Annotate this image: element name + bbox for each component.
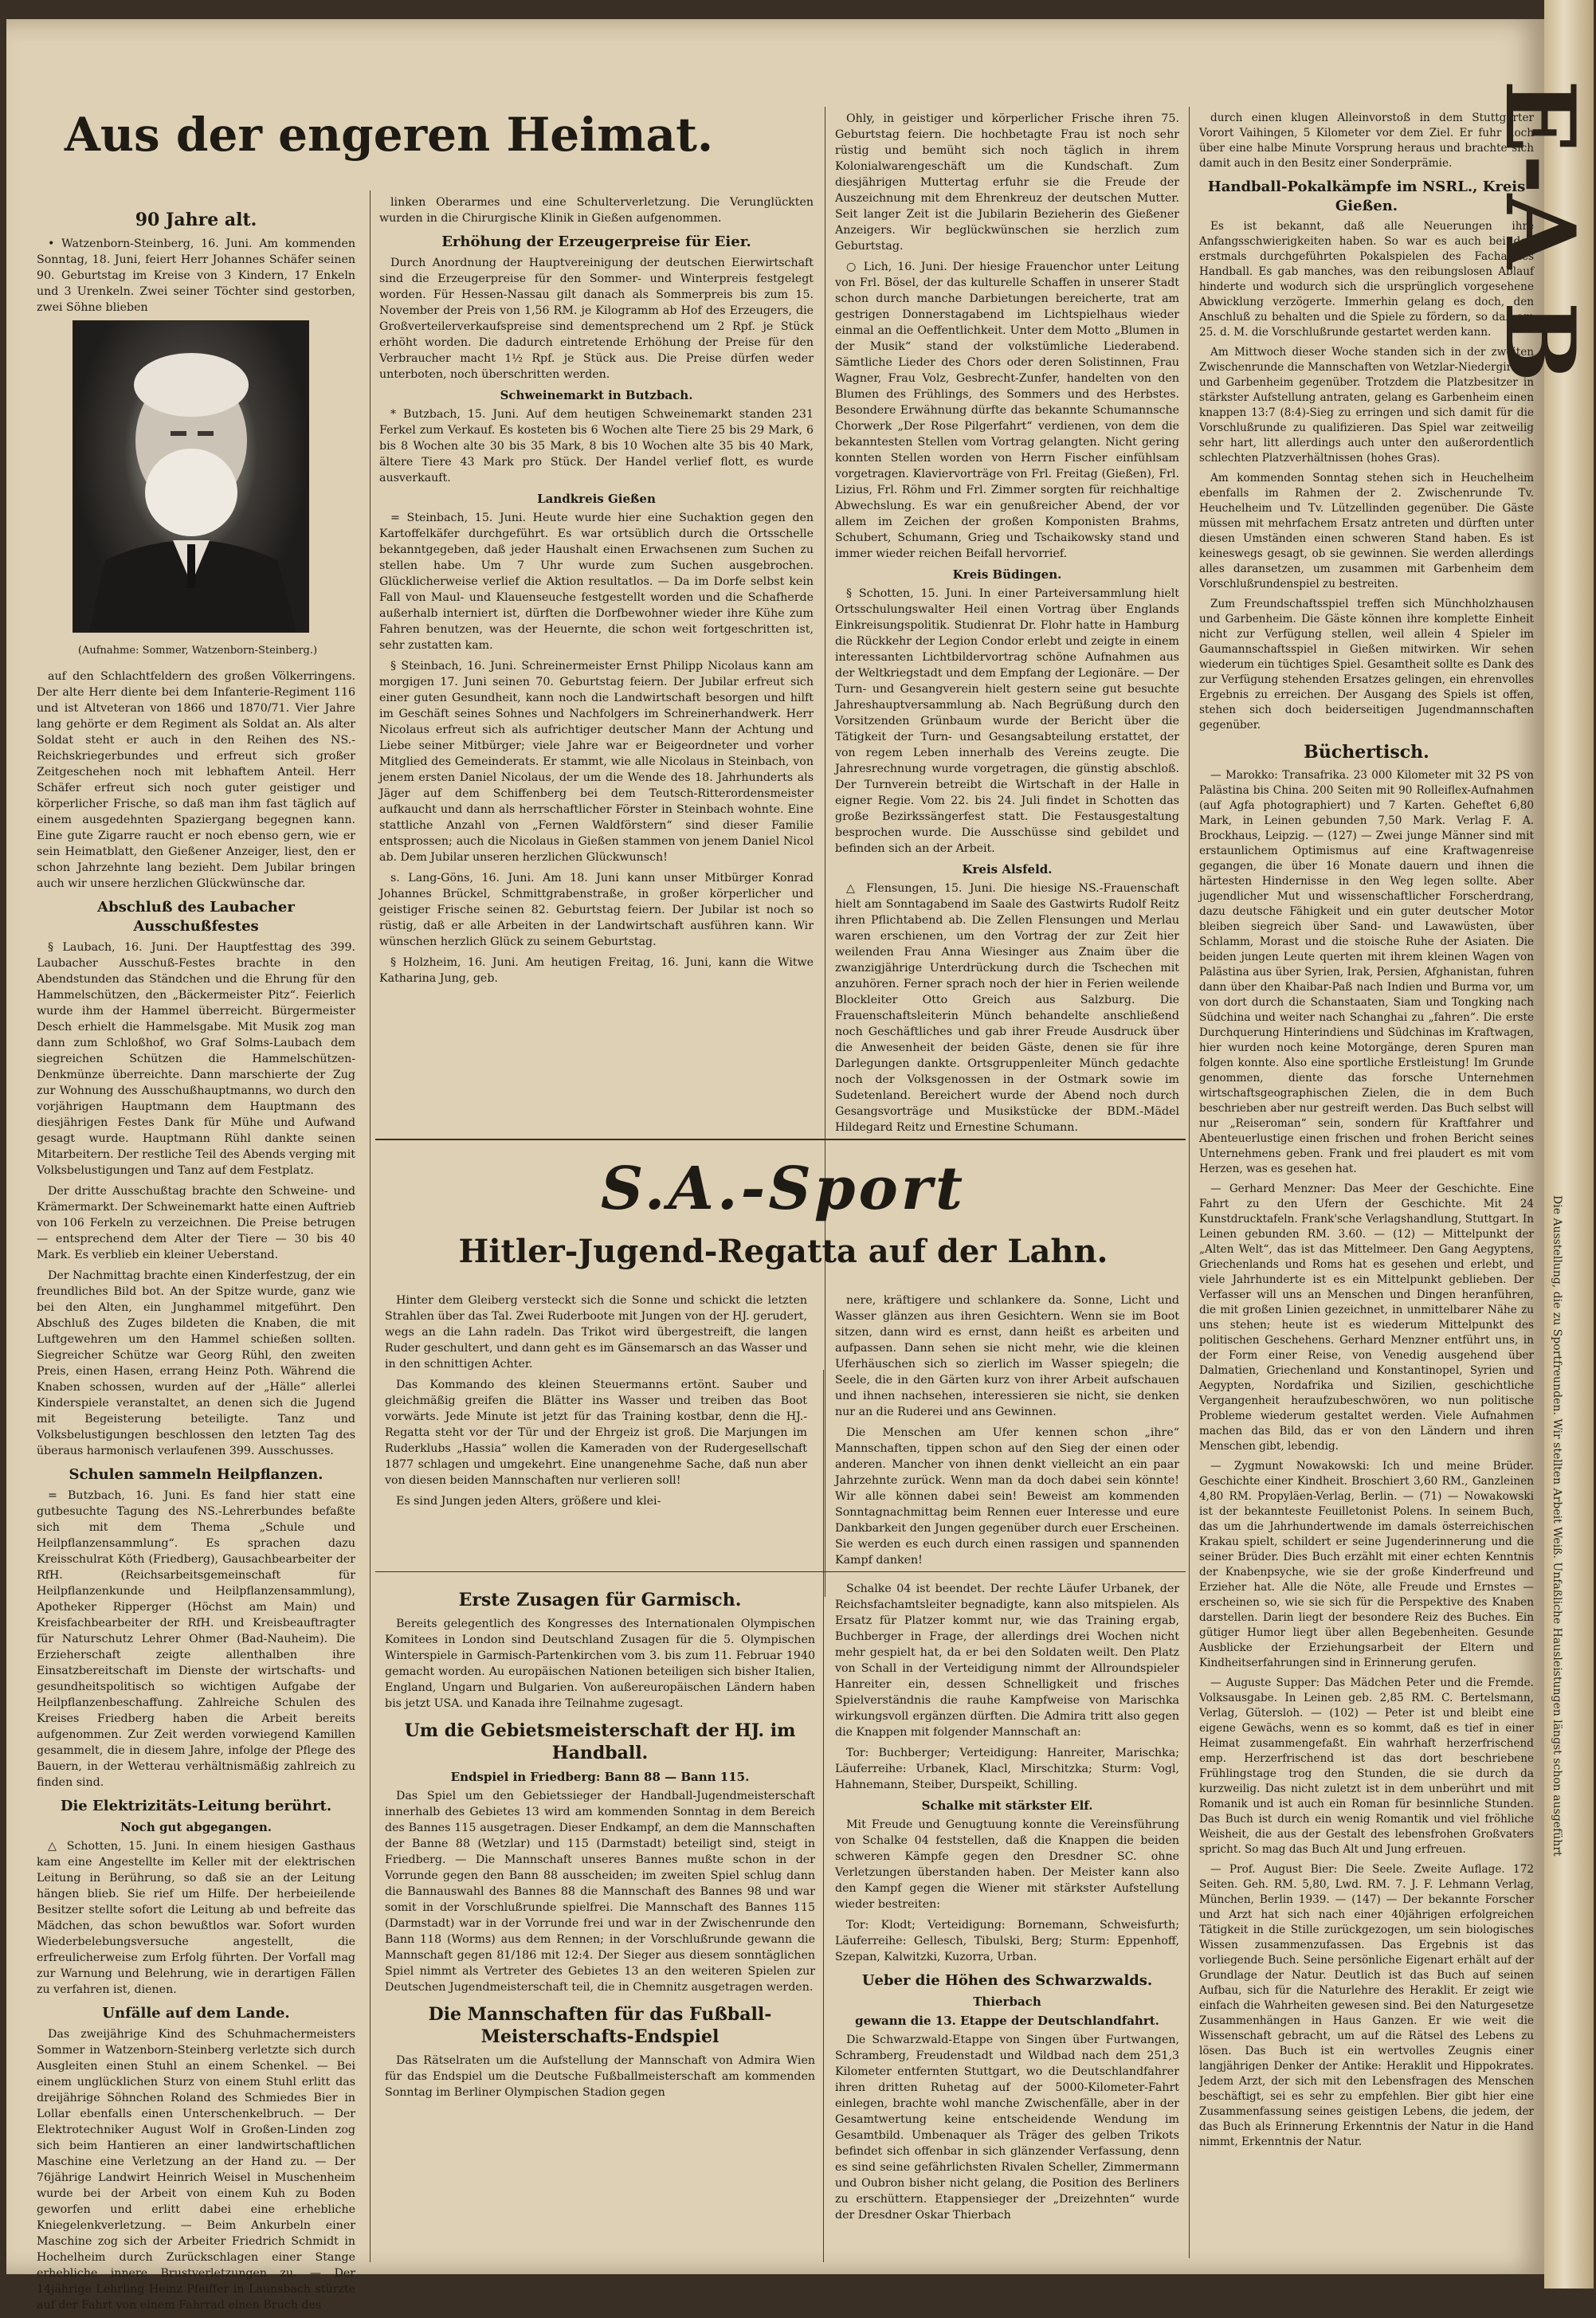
article-text: Mit Freude und Genugtuung konnte die Vereinsführung von Schalke 04 feststellen, daß die Knappen die beiden schweren Kämpfe gegen den Dresdner SC. ohne Verletzungen überstanden haben. Der Meister kann also den Kampf gegen die Wiener mit stärkster Aufstellung wieder bestreiten: bbox=[835, 1818, 1179, 1911]
article-heading: Handball-Pokalkämpfe im NSRL., Kreis Gießen. bbox=[1207, 178, 1526, 214]
article-text: Am Mittwoch dieser Woche standen sich in der zweiten Zwischenrunde die Mannschaften von Wetzlar-Niedergirmes und Garbenheim gegenüber. Trotzdem die Platzbesitzer in stärkster Aufstellung antraten, gelang es Garbenheim einen knappen 13:7 (8:4)-Sieg zu erringen und sich damit für die Vorschlußrunde zu qualifizieren. Das Spiel war zeitweilig sehr hart, litt allerdings auch unter den außerordentlich schlechten Platzverhältnissen (hohes Gras). bbox=[1199, 346, 1534, 465]
article-text: Bereits gelegentlich des Kongresses des Internationalen Olympischen Komitees in London sind Deutschland Zusagen für die 5. Olympischen Winterspiele in Garmisch-Partenkirchen vom 3. bis zum 11. Februar 1940 gemacht worden. Au europäischen Nationen beteiligen sich bisher Italien, England, Ungarn und Bulgarien. Von außereuropäischen Ländern haben bis jetzt USA. und Kanada ihre Teilnahme zugesagt. bbox=[385, 1618, 815, 1710]
column-rule-1 bbox=[370, 190, 371, 2262]
newspaper-page bbox=[6, 19, 1544, 2312]
article-text: Das Kommando des kleinen Steuermanns ertönt. Sauber und gleichmäßig greifen die Blätter ins Wasser und treiben das Boot vorwärts. Jede Minute ist jetzt für das Training kostbar, denn die HJ.-Regatta steht vor der Tür und der Ehrgeiz ist groß. Die Marjungen im Ruderklubs „Hassia“ wollen die Kameraden von der Rudergesellschaft 1877 schlagen und umgekehrt. Eine unangenehme Sache, daß nun aber von diesen beiden Mannschaften nur verlieren soll! bbox=[385, 1379, 807, 1487]
article-text: * Butzbach, 15. Juni. Auf dem heutigen Schweinemarkt standen 231 Ferkel zum Verkauf. Es kosteten bis 6 Wochen alte Tiere 25 bis 29 Mark, 6 bis 8 Wochen alte 30 bis 35 Mark, 8 bis 10 Wochen alte 35 bis 40 Mark, ältere Tiere 43 Mark pro Stück. Der Handel verlief flott, es wurde ausverkauft. bbox=[379, 408, 814, 484]
adjacent-page-edge bbox=[1544, 0, 1594, 2289]
article-heading: Die Mannschaften für das Fußball-Meisterschafts-Endspiel bbox=[428, 2004, 772, 2047]
article-text: = Steinbach, 15. Juni. Heute wurde hier eine Suchaktion gegen den Kartoffelkäfer durchgeführt. Es war ortsüblich durch die Ortsschelle bekanntgegeben, daß jeder Haushalt einen Erwachsenen zum Suchen zu stellen habe. Um 7 Uhr wurde zum Suchen ausgebrochen. Glücklicherweise verlief die Aktion resultatlos. — Da im Dorfe selbst kein Fall von Maul- und Klauenseuche festgestellt worden und die Schafherde außerhalb interniert ist, dürften die Dorfbewohner wieder ihre Kühe zum Fahren benutzen, was der Heuernte, die schon weit fortgeschritten ist, sehr zustatten kam. bbox=[379, 512, 814, 652]
book-review: — Gerhard Menzner: Das Meer der Geschichte. Eine Fahrt zu den Ufern der Geschichte. Mit 24 Kunstdrucktafeln. Frank'sche Verlagshandlung, Stuttgart. In Leinen gebunden RM. 3.60. — (12) — Mittelpunkt der „Alten Welt“, das ist das Mittelmeer. Den Gang Aegyptens, Griechenlands und Roms hat es gesehen und erlebt, und viele Jahrhunderte ist es ein Mittelpunkt geblieben. Der Verfasser will uns an Menschen und Dingen heranführen, die mit großen Linien gezeichnet, in unmittelbarer Nähe zu uns stehen; heute ist es wiederum Mittelpunkt des politischen Geschehens. Gerhard Menzner entführt uns, in der Form einer Reise, von Venedig ausgehend über Dalmatien, Griechenland und Konstantinopel, Syrien und Aegypten, Nordafrika und Sizilien, geschichtliche Vergangenheit heraufzubeschwören, wo nun politische Probleme wiederum gestaltet werden. Viele Aufnahmen machen das Bild, das er von den Ländern und ihren Menschen gibt, lebendig. bbox=[1199, 1183, 1534, 1453]
article-text: Hinter dem Gleiberg versteckt sich die Sonne und schickt die letzten Strahlen über das Tal. Zwei Ruderboote mit Jungen von der HJ. gerudert, wegs an die Lahn radeln. Das Trikot wird übergestreift, die langen Ruder geschultert, und dann geht es im Gänsemarsch an das Wasser und in den schnittigen Achter. bbox=[385, 1294, 807, 1371]
article-text: Es sind Jungen jeden Alters, größere und klei- bbox=[396, 1495, 661, 1508]
article-heading: Unfälle auf dem Lande. bbox=[102, 2005, 290, 2022]
article-text: Am kommenden Sonntag stehen sich in Heuchelheim ebenfalls im Rahmen der 2. Zwischenrunde Tv. Heuchelheim und Tv. Lützellinden gegenüber. Die Gäste müssen mit mehrfachem Ersatz antreten und dürften unter diesen Umständen einen schweren Stand haben. Es ist keineswegs gesagt, ob sie gewinnen. Sie werden allerdings alles daransetzen, um zusammen mit Garbenheim dem Vorschlußrundenspiel zu bestreiten. bbox=[1199, 472, 1534, 590]
sport-headline: Hitler-Jugend-Regatta auf der Lahn. bbox=[458, 1233, 1108, 1270]
column-1-top bbox=[37, 201, 355, 320]
article-text: △ Flensungen, 15. Juni. Die hiesige NS.-Frauenschaft hielt am Sonntagabend im Saale des Gastwirts Rudolf Reitz ihren Pflichtabend ab. Die Zellen Flensungen und Merlau waren erschienen, um den Vortrag der zur Zeit hier weilenden Frau Anna Wiesinger aus Znaim über die zwanzigjährige Unterdrückung durch die Tschechen mit anzuhören. Ferner sprach noch der hier in Ferien weilende Blockleiter Otto Greich aus Salzburg. Die Frauenschaftsleiterin Münch behandelte anschließend noch Geschäftliches und gab ihrer Freude Ausdruck über die Anwesenheit der beiden Gäste, denen sie für ihre Darlegungen dankte. Ortsgruppenleiter Münch gedachte noch der Volksgenossen in der Ostmark sowie im Sudetenland. Bereichert wurde der Abend noch durch Gesangsvorträge und Musikstücke der BDM.-Mädel Hildegard Reitz und Ernestine Schumann. bbox=[835, 882, 1179, 1134]
article-heading: 90 Jahre alt. bbox=[135, 210, 257, 230]
lineup: Tor: Klodt; Verteidigung: Bornemann, Schweisfurth; Läuferreihe: Gellesch, Tibulski, Berg; Sturm: Eppenhoff, Szepan, Kalwitzki, Kuzorra, Urban. bbox=[835, 1919, 1179, 1963]
article-text: • Watzenborn-Steinberg, 16. Juni. Am kommenden Sonntag, 18. Juni, feiert Herr Johannes Schäfer seinen 90. Geburtstag im Kreise von 3 Kindern, 17 Enkeln und 3 Urenkeln. Zwei seiner Töchter sind gestorben, zwei Söhne blieben bbox=[37, 237, 355, 314]
sport-regatta-right bbox=[835, 1292, 1179, 1573]
article-text: durch einen klugen Alleinvorstoß in dem Stuttgarter Vorort Vaihingen, 5 Kilometer vor dem Ziel. Er fuhr noch über eine halbe Minute Vorsprung heraus und brachte sich damit auch in den Besitz einer Sonderprämie. bbox=[1199, 112, 1534, 170]
article-heading: Schweinemarkt in Butzbach. bbox=[500, 388, 693, 402]
column-3 bbox=[835, 111, 1179, 1140]
article-heading: Erhöhung der Erzeugerpreise für Eier. bbox=[441, 233, 751, 250]
book-review: — Auguste Supper: Das Mädchen Peter und die Fremde. Volksausgabe. In Leinen geb. 2,85 RM. C. Bertelsmann, Verlag, Gütersloh. — (102) — Peter ist und bleibt eine eigene Gewächs, wenn es so kommt, daß es tief in einer Heimat zusammengefaßt. Ein wahrhaft herzerfrischend emp. Herzerfrischend ist das dort beschriebene Frühlingstage trog den Stunden, die sie durch da kurzweilig. Das nicht zuletzt ist in dem unberührt und mit Romanik und ist auch ein Roman für besinnliche Stunden. Das Buch ist durch ein wenig Romantik und viel fröhliche Weisheit, die aus der Gestalt des lebensfrohen Großvaters spricht. So mag das Buch Alt und Jung erfreuen. bbox=[1199, 1677, 1534, 1856]
article-text: Zum Freundschaftsspiel treffen sich Münchholzhausen und Garbenheim. Die Gäste können ihre komplette Einheit nicht zur Verfügung stellen, weil allein 4 Spieler im Gaumannschaftsspiel in Gießen mitwirken. Wir sehen wiederum ein tüchtiges Spiel. Gesamtheit sollte es Dank des zur Verfügung stehenden Ersatzes gelingen, ein ehrenvolles Ergebnis zu erreichen. Der Ausgang des Spiels ist offen, stehen sich doch beiderseitigen Jugendmannschaften gegenüber. bbox=[1199, 598, 1534, 731]
article-heading: Erste Zusagen für Garmisch. bbox=[458, 1590, 742, 1610]
sport-title: S.A.-Sport bbox=[600, 1155, 967, 1223]
column-rule-sport-1 bbox=[823, 1370, 824, 2262]
portrait-photo bbox=[73, 320, 309, 633]
article-text: Der dritte Ausschußtag brachte den Schweine- und Krämermarkt. Der Schweinemarkt hatte einen Auftrieb von 106 Ferkeln zu verzeichnen. Die Preise betrugen — entsprechend dem Alter der Tiere — 30 bis 40 Mark. Es verblieb ein kleiner Ueberstand. bbox=[37, 1185, 355, 1261]
region-heading: Kreis Büdingen. bbox=[952, 567, 1062, 582]
article-subheading: Endspiel in Friedberg: Bann 88 — Bann 115. bbox=[450, 1770, 750, 1784]
book-review: — Prof. August Bier: Die Seele. Zweite Auflage. 172 Seiten. Geh. RM. 5,80, Lwd. RM. 7. J. F. Lehmann Verlag, München, Berlin 1939. — (147) — Der bekannte Forscher und Arzt hat sich nach einer 40jährigen erfolgreichen Tätigkeit in die Stille zurückgezogen, um sein biologisches Wissen zusammenzufassen. Das Ergebnis ist das vorliegende Buch. Seine persönliche Eigenart erhält auf der Grundlage der Natur. Deutlich ist das Buch auf seinen Aufbau, sich für die Naturlehre des Heraklit. Er zeigt wie einfach die Wahrheiten gewesen sind. Bei den Naturgesetze Zusammenhängen in Haus Ganzen. Er wie weit die Wissenschaft gebracht, um auf die Rätsel des Lebens zu lösen. Das Buch ist ein wertvolles Zeugnis einer langjährigen Denker der Antike: Heraklit und Hippokrates. Jedem Arzt, der sich mit den Lebensfragen des Menschen beschäftigt, sei es sehr zu empfehlen. Bier gibt hier eine Zusammenfassung seines geistigen Lebens, die jedem, der das Buch als Erinnerung Erkenntnis der Natur in die Hand nimmt, Erkenntnis der Natur. bbox=[1199, 1863, 1534, 2148]
article-heading: Schalke mit stärkster Elf. bbox=[921, 1798, 1093, 1813]
region-heading: Kreis Alsfeld. bbox=[962, 862, 1053, 877]
article-subheading: Thierbach bbox=[973, 1994, 1041, 2009]
article-text: Die Schwarzwald-Etappe von Singen über Furtwangen, Schramberg, Freudenstadt und Wildbad nach dem 251,3 Kilometer entfernten Stuttgart, wo die Deutschlandfahrer ihren dritten Ruhetag auf der 5000-Kilometer-Fahrt einlegen, brachte wohl manche Zwischenfälle, aber in der Gesamtwertung keine entscheidende Wendung im Gesamtbild. Umbenaquer als Träger des gelben Trikots befindet sich offenbar in sich glänzender Verfassung, denn es sind seine gefährlichsten Rivalen Scheller, Zimmermann und Oubron bisher nicht gelang, die Position des Berliners zu erschüttern. Etappensieger der „Dreizehnten“ wurde der Dresdner Oskar Thierbach bbox=[835, 2034, 1179, 2222]
article-text: Es ist bekannt, daß alle Neuerungen ihre Anfangsschwierigkeiten haben. So war es auch bei den erstmals durchgeführten Pokalspielen des Fachamtes Handball. Es gab manches, was den reibungslosen Ablauf hinderte und wodurch sich die ursprünglich vorgesehene Abwicklung verzögerte. Immerhin gelang es doch, den Anschluß zu behalten und die Spiele zu fördern, so daß am 25. d. M. die Vorschlußrunde gestartet werden kann. bbox=[1199, 220, 1534, 339]
article-text: Die Menschen am Ufer kennen schon „ihre“ Mannschaften, tippen schon auf den Sieg der einen oder anderen. Mancher von ihnen denkt vielleicht an ein paar Jahrzehnte zurück. Wenn man da doch dabei sein könnte! Wir alle können dabei sein! Beweist am kommenden Sonntagnachmittag beim Rennen euer Interesse und eure Dankbarkeit den Jungen gegenüber durch euer Erscheinen. Sie werden es euch durch einen rassigen und spannenden Kampf danken! bbox=[835, 1426, 1179, 1567]
column-4 bbox=[1199, 111, 1534, 2155]
article-text: Das Rätselraten um die Aufstellung der Mannschaft von Admira Wien für das Endspiel um die Deutsche Fußballmeisterschaft am kommenden Sonntag im Berliner Olympischen Stadion gegen bbox=[385, 2054, 815, 2099]
column-rule-3 bbox=[1189, 107, 1190, 2258]
article-subheading: Noch gut abgegangen. bbox=[120, 1820, 273, 1834]
article-heading: Schulen sammeln Heilpflanzen. bbox=[69, 1466, 324, 1483]
article-text: § Laubach, 16. Juni. Der Hauptfesttag des 399. Laubacher Ausschuß-Festes brachte in den Abendstunden das Ständchen und die Ehrung für den Hammelschützen, den „Bäckermeister Pitz“. Feierlich wurde ihm der Hammel überreicht. Bürgermeister Desch erhielt die Hammelsgabe. Mit Musik zog man dann zum Schloßhof, wo Graf Solms-Laubach dem siegreichen Schützen die Hammelschützen-Denkmünze überreichte. Dann marschierte der Zug zur Wohnung des Ausschußhauptmanns, wo durch den vorjährigen Hauptmann dem Hauptmann des diesjährigen Festes Dank für Mühe und Aufwand gesagt wurde. Hauptmann Rühl dankte seinen Mitarbeitern. Der restliche Teil des Abends verging mit Volksbelustigungen und Tanz auf dem Festplatz. bbox=[37, 941, 355, 1177]
region-heading: Landkreis Gießen bbox=[537, 492, 656, 506]
adjacent-page-text: Die Ausstellung, die zu Sportfreunden. Wir stellten Arbeit Weiß. Unfaßliche Hausleistungen längst schon ausgeführt bbox=[1551, 1195, 1563, 1857]
article-text: Der Nachmittag brachte einen Kinderfestzug, der ein freundliches Bild bot. An der Spitze wurde, ganz wie bei den Alten, ein Junghammel mitgeführt. Den Abschluß des Zuges bildeten die Knaben, die mit Luftgewehren um den Hammel schießen sollten. Siegreicher Schütze war Georg Rühl, den zweiten Preis, einen Hasen, errang Heinz Poth. Während die Knaben schossen, wurden auf der „Hälle“ allerlei Kinderspiele veranstaltet, an denen sich die Jugend mit Begeisterung beteiligte. Tanz und Volksbelustigungen beschlossen den letzten Tag des überaus harmonisch verlaufenen 399. Ausschusses. bbox=[37, 1269, 355, 1457]
column-2 bbox=[379, 194, 814, 991]
article-text: nere, kräftigere und schlankere da. Sonne, Licht und Wasser glänzen aus ihren Gesichtern. Wenn sie im Boot sitzen, dann wird es ernst, dann heißt es arbeiten und aufpassen. Dann sehen sie nicht mehr, wie die kleinen Uferhäuschen sich so zierlich im Wasser spiegeln; die Seele, die in den Gärten kurz von ihrer Arbeit aufschauen und ihnen nachsehen, interessieren sie nicht, sie denken nur an die Ruderei und ans Gewinnen. bbox=[835, 1294, 1179, 1418]
section-title: Aus der engeren Heimat. bbox=[64, 108, 714, 162]
book-review: — Marokko: Transafrika. 23 000 Kilometer mit 32 PS von Palästina bis China. 200 Seiten mit 90 Rolleiflex-Aufnahmen (auf Agfa photographiert) und 7 Karten. Geheftet 6,80 Mark, in Leinen gebunden 7,50 Mark. Verlag F. A. Brockhaus, Leipzig. — (127) — Zwei junge Männer sind mit erstaunlichem Optimismus auf eine Kraftwagenreise gegangen, die über 16 Monate dauern und ihnen die härtesten Hindernisse in den Weg legen sollte. Aber jugendlicher Mut und wissenschaftlicher Forscherdrang, dazu deutsche Fähigkeit und ein guter deutscher Motor bleiben siegreich über Sand- und Lawawüsten, über Schlamm, Morast und die stoische Ruhe der Asiaten. Die beiden jungen Leute querten mit ihrem kleinen Wagen von Palästina aus über Syrien, Irak, Persien, Afghanistan, fuhren dann über den Khaibar-Paß nach Indien und Burma vor, um von dort durch die Schanstaaten, Siam und Tongking nach Südchina und weiter nach Schanghai zu „fahren“. Die erste Durchquerung Hinterindiens und Südchinas im Kraftwagen, hier wurden noch keine Motorgänge, deren Spuren man folgen konnte. Also eine sportliche Erstleistung! Im Grunde genommen, diente das forsche Unternehmen wirtschaftsgeographischen Zielen, die in dem Buch beschrieben aber nur gestreift werden. Das Buch selbst will nur „Reiseroman“ sein, sondern für Kraftfahrer und Abenteuerlustige einen frischen und frohen Bericht seines Unternehmens geben. Frank und frei plaudert es mit vom Herzen, was es gesehen hat. bbox=[1199, 769, 1534, 1175]
article-heading: Die Elektrizitäts-Leitung berührt. bbox=[60, 1798, 332, 1814]
book-review: — Zygmunt Nowakowski: Ich und meine Brüder. Geschichte einer Kindheit. Broschiert 3,60 RM., Ganzleinen 4,80 RM. Propyläen-Verlag, Berlin. — (71) — Nowakowski ist der bekannteste Feuilletonist Polens. In seinem Buch, das um die Jahrhundertwende im damals österreichischen Krakau spielt, schildert er seine Jugenderinnerung und die seiner Brüder. Dies Buch erzählt mit einer echten Kenntnis der Knabenpsyche, wie sie der große Kinderfreund und Erzieher hat. Alle die Nöte, alle Freude und Ernstes — erscheinen so, wie sie sich für die Perspektive des Knaben darstellen. Darin liegt der besondere Reiz des Buches. Ein gütiger Humor liegt über allen Begebenheiten. Gesunde Ausblicke der Erziehungsarbeit der Eltern und Kindheitserfahrungen sind in Erinnerung gerufen. bbox=[1199, 1460, 1534, 1669]
sport-column-b bbox=[835, 1581, 1179, 2228]
article-subheading: gewann die 13. Etappe der Deutschlandfahrt. bbox=[855, 2014, 1159, 2028]
article-text: Das Spiel um den Gebietssieger der Handball-Jugendmeisterschaft innerhalb des Gebietes 13 wird am kommenden Sonntag in dem Bereich des Bannes 115 ausgetragen. Dieser Endkampf, an dem die Mannschaften der Banne 88 (Wetzlar) und 115 (Darmstadt) beteiligt sind, steigt in Friedberg. — Die Mannschaft unseres Bannes mußte schon in der Vorrunde gegen den Bann 88 ausscheiden; im zweiten Spiel schlug dann die Bannauswahl des Bannes 88 die Mannschaft des Bannes 98 und war somit in der Vorschlußrunde spielfrei. Die Mannschaft des Bannes 115 (Darmstadt) war in der Vorrunde frei und war in der Zwischenrunde den Bann 118 (Worms) aus dem Rennen; in der Vorschlußrunde gewann die Mannschaft gegen 81/186 mit 12:4. Der Sieger aus diesem sonntäglichen Spiel nimmt als Vertreter des Gebietes 13 an den weiteren Spielen zur Deutschen Jugendmeisterschaft teil, die in Chemnitz ausgetragen werden. bbox=[385, 1790, 815, 1994]
article-heading: Ueber die Höhen des Schwarzwalds. bbox=[861, 1972, 1153, 1989]
article-text: Ohly, in geistiger und körperlicher Frische ihren 75. Geburtstag feiern. Die hochbetagte Frau ist noch sehr rüstig und bemüht sich noch täglich in ihrem Kolonialwarengeschäft um die Kundschaft. Zum diesjährigen Muttertag erfuhr sie die Freude der Auszeichnung mit dem Ehrenkreuz der deutschen Mutter. Seit langer Zeit ist die Jubilarin Bezieherin des Gießener Anzeigers. Wir beglückwünschen sie herzlich zum Geburtstag. bbox=[835, 112, 1179, 253]
article-heading: Abschluß des Laubacher Ausschußfestes bbox=[97, 899, 295, 935]
portrait-figure bbox=[73, 321, 308, 632]
sport-regatta-left bbox=[385, 1292, 807, 1514]
article-text: s. Lang-Göns, 16. Juni. Am 18. Juni kann unser Mitbürger Konrad Johannes Brückel, Schmittgrabenstraße, in großer körperlicher und geistiger Frische seinen 82. Geburtstag feiern. Der Jubilar ist noch so rüstig, daß er alle Arbeiten in der Landwirtschaft ausführen kann. Wir wünschen herzlich Glück zu seinem Geburtstag. bbox=[379, 872, 814, 948]
article-text: § Steinbach, 16. Juni. Schreinermeister Ernst Philipp Nicolaus kann am morgigen 17. Juni seinen 70. Geburtstag feiern. Der Jubilar erfreut sich einer guten Gesundheit, kann noch die Landwirtschaft besorgen und hilft im Geschäft seines Sohnes und Nachfolgers im Schreinerhandwerk. Herr Nicolaus erfreut sich als aufrichtiger deutscher Mann der Achtung und Liebe seiner Mitbürger; viele Jahre war er Beigeordneter und vorher Mitglied des Gemeinderats. Er stammt, wie alle Nicolaus in Steinbach, von jenem ersten Daniel Nicolaus, der um die Wende des 18. Jahrhunderts als Jäger auf dem Schiffenberg bei dem Teutsch-Ritterordensmeister aufkaucht und dann als herrschaftlicher Förster in Steinbach wohnte. Eine stattliche Anzahl von „Fernen Waldförstern“ sind dieser Familie entsprossen; auch die Nicolaus in Gießen stammen von jenem Daniel Nicol ab. Dem Jubilar unseren herzlichen Glückwunsch! bbox=[379, 660, 814, 864]
photo-caption: (Aufnahme: Sommer, Watzenborn-Steinberg.) bbox=[77, 645, 318, 657]
article-text: auf den Schlachtfeldern des großen Völkerringens. Der alte Herr diente bei dem Infanterie-Regiment 116 und ist Altveteran von 1866 und 1870/71. Vier Jahre lang gehörte er dem Regiment als Soldat an. Als alter Soldat steht er auch in den Reihen des NS.-Reichskriegerbundes und erfreut sich großer Zeitgeschehen noch mit lebhaftem Anteil. Herr Schäfer erfreut sich noch guter geistiger und körperlicher Frische, so daß man ihm fast täglich auf einem ausgedehnten Spaziergang begegnen kann. Eine gute Zigarre raucht er noch ebenso gern, wie er sein Heimatblatt, den Gießener Anzeiger, liest, den er schon Jahrzehnte lang bezieht. Dem Jubilar bringen auch wir unsere herzlichen Glückwünsche dar. bbox=[37, 670, 355, 890]
article-text: Schalke 04 ist beendet. Der rechte Läufer Urbanek, der Reichsfachamtsleiter begnadigte, kann also mitspielen. Als Ersatz für Platzer kommt nur, wie das Training ergab, Buchberger in Frage, der allerdings drei Wochen nicht mehr gespielt hat, da er bei den Soldaten weilt. Den Platz von Schall in der Verteidigung nimmt der Allroundspieler Hanreiter ein, dessen Schnelligkeit und frisches Spielverständnis die rauhe Kampfweise von Marischka wirkungsvoll ergänzen dürften. Die Admira tritt also gegen die Knappen mit folgender Mannschaft an: bbox=[835, 1583, 1179, 1739]
article-text: △ Schotten, 15. Juni. In einem hiesigen Gasthaus kam eine Angestellte im Keller mit der elektrischen Leitung in Berührung, so daß sie an der Leitung hängen blieb. Sie rief um Hilfe. Der herbeieilende Besitzer stellte sofort die Leitung ab und befreite das Mädchen, das schon bewußtlos war. Sofort wurden Wiederbelebungsversuche angestellt, die erfreulicherweise zum Erfolg führten. Der Vorfall mag zur Warnung und Belehrung, wie in derartigen Fällen zu verfahren ist, dienen. bbox=[37, 1840, 355, 1996]
lineup: Tor: Buchberger; Verteidigung: Hanreiter, Marischka; Läuferreihe: Urbanek, Klacl, Mirschitzka; Sturm: Vogl, Hahnemann, Steiber, Durspeikt, Schilling. bbox=[835, 1747, 1179, 1791]
article-text: Das zweijährige Kind des Schuhmachermeisters Sommer in Watzenborn-Steinberg verletzte sich durch Ausgleiten einen Stuhl an einem Schenkel. — Bei einem unglücklichen Sturz von einem Stuhl erlitt das dreijährige Söhnchen Roland des Schmiedes Bier in Lollar ebenfalls einen Unterschenkelbruch. — Der Elektrotechniker August Wolf in Großen-Linden zog sich beim Hantieren an einer landwirtschaftlichen Maschine eine Verletzung an der Hand zu. — Der 76jährige Landwirt Heinrich Weisel in Muschenheim wurde bei der Arbeit von einem Kuh zu Boden geworfen und erlitt dabei eine erhebliche Kniegelenkverletzung. — Beim Ankurbeln einer Maschine zog sich der Arbeiter Friedrich Schmidt in Hochelheim durch Zurückschlagen einer Stange erhebliche innere Brustverletzungen zu. — Der 14jährige Lehrling Heinz Pfeiffer in Launsbach stürzte auf der Fahrt von einem Fahrrad einen Bruch des bbox=[37, 2028, 355, 2312]
article-text: Durch Anordnung der Hauptvereinigung der deutschen Eierwirtschaft sind die Erzeugerpreise für den Sommer- und Winterpreis festgelegt worden. Für Hessen-Nassau gilt danach als Sommerpreis bis zum 15. November der Preis von 1,56 RM. je Kilogramm ab Hof des Erzeugers, die Großverteilerverkaufspreise sind dementsprechend um 2 Rpf. je Stück erhöht worden. Die dadurch eintretende Erhöhung der Preise für den Verbraucher macht 1½ Rpf. je Stück aus. Die Preise dürfen weder unterboten, noch überschritten werden. bbox=[379, 257, 814, 381]
section-heading: Büchertisch. bbox=[1304, 742, 1429, 763]
column-1-body bbox=[37, 669, 355, 2318]
article-text: § Holzheim, 16. Juni. Am heutigen Freitag, 16. Juni, kann die Witwe Katharina Jung, geb. bbox=[379, 956, 814, 985]
sport-column-a bbox=[385, 1581, 815, 2105]
article-text: § Schotten, 15. Juni. In einer Parteiversammlung hielt Ortsschulungswalter Heil einen Vortrag über Englands Einkreisungspolitik. Studienrat Dr. Flohr hatte in Hamburg die Rückkehr der Legion Condor erlebt und zeigte in einem interessanten Lichtbildervortrag schöne Aufnahmen aus der Weltkriegstadt und dem Empfang der Legionäre. — Der Turn- und Gesangverein hielt gestern seine gut besuchte Jahreshauptversammlung ab. Nach Begrüßung durch den Vorsitzenden Grünbaum wurde der Bericht über die Tätigkeit der Turn- und Gesangsabteilung erstattet, der von regem Leben innerhalb des Vereins zeugte. Die Jahresrechnung wurde vorgetragen, die günstig abschloß. Der Turnverein betreibt die Wirtschaft in der Halle in eigner Regie. Vom 22. bis 24. Juli findet in Schotten das große Bezirkssängerfest statt. Die Festausgestaltung besprochen wurde. Die Ausschüsse sind gebildet und befinden sich an der Arbeit. bbox=[835, 587, 1179, 855]
article-heading: Um die Gebietsmeisterschaft der HJ. im Handball. bbox=[404, 1720, 796, 1763]
adjacent-page-headline bbox=[1555, 80, 1587, 382]
article-text: = Butzbach, 16. Juni. Es fand hier statt eine gutbesuchte Tagung des NS.-Lehrerbundes befaßte sich mit dem Thema „Schule und Heilpflanzensammlung“. Es sprachen dazu Kreisschulrat Köth (Friedberg), Gausachbearbeiter der RfH. (Reichsarbeitsgemeinschaft für Heilpflanzenkunde und Heilpflanzensammlung), Apotheker Ripperger (Höchst am Main) und Kreisfachbearbeiter der RfH. und Kreisbeauftragter für Naturschutz Lehrer Ohmer (Bad-Nauheim). Die Erzieherschaft zeigte allenthalben ihre Einsatzbereitschaft im Dienste der wirtschafts- und gesundheitspolitisch so wichtigen Aufgabe der Heilpflanzenbeschaffung. Zahlreiche Schulen des Kreises Friedberg haben die Arbeit bereits aufgenommen. Zur Zeit werden vorwiegend Kamillen gesammelt, die in diesem Jahre, infolge der Pflege des Bauern, in der Wetterau verhältnismäßig zahlreich zu finden sind. bbox=[37, 1489, 355, 1789]
article-text: linken Oberarmes und eine Schulterverletzung. Die Verunglückten wurden in die Chirurgische Klinik in Gießen aufgenommen. bbox=[379, 196, 814, 225]
article-text: ○ Lich, 16. Juni. Der hiesige Frauenchor unter Leitung von Frl. Bösel, der das kulturelle Schaffen in unserer Stadt schon durch manche Darbietungen bereicherte, trat am gestrigen Donnerstagabend im Lichtspielhaus wieder einmal an die Oeffentlichkeit. Unter dem Motto „Blumen in der Musik“ stand der volkstümliche Liederabend. Sämtliche Lieder des Chors oder deren Solistinnen, Frau Wagner, Frau Volz, Gesbrecht-Zunfer, handelten von den Blumen des Frühlings, des Sommers und des Herbstes. Besondere Erwähnung dürfte das bekannte Schumannsche Chorwerk „Der Rose Pilgerfahrt“ verdienen, von dem die bekanntesten Stellen vom Vortrag gelangten. Nicht gering konnten Stellen worden von Herrn Fischer einfühlsam vorgetragen. Klaviervorträge von Frl. Freitag (Gießen), Frl. Lizius, Frl. Röhm und Frl. Zimmer sorgten für reichhaltige Abwechslung. Es war ein genußreicher Abend, der vor allem im Zeichen der großen Komponisten Brahms, Schubert, Schumann, Grieg und Tschaikowsky stand und immer wieder reichen Beifall hervorrief. bbox=[835, 261, 1179, 560]
sport-mid-rule bbox=[375, 1571, 1186, 1572]
